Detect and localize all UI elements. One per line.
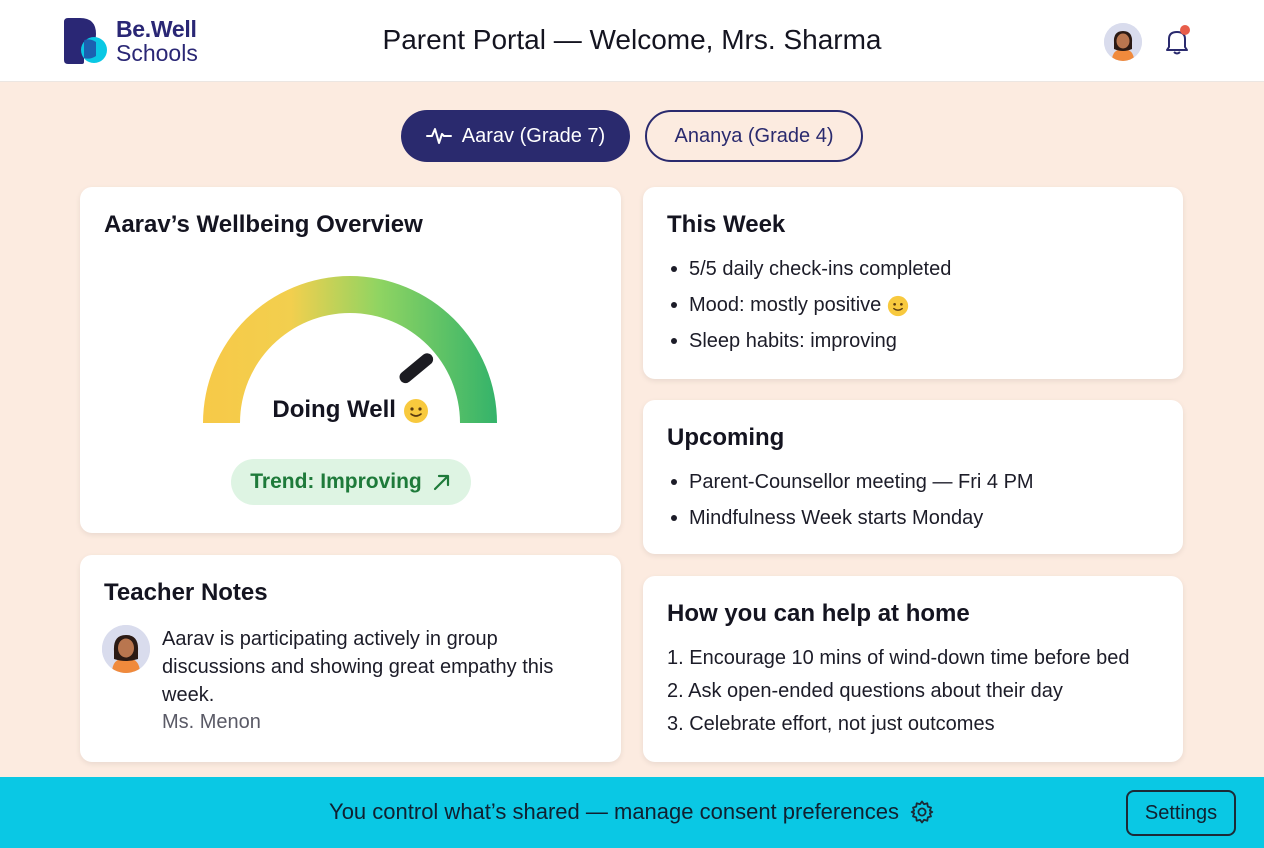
list-item: 5/5 daily check-ins completed <box>667 251 951 287</box>
trend-badge <box>231 459 471 505</box>
list-item: 1. Encourage 10 mins of wind-down time before bed <box>667 647 1130 669</box>
avatar-icon <box>102 625 150 673</box>
upcoming-card <box>643 400 1183 554</box>
status-text: Doing Well <box>272 396 396 423</box>
settings-button[interactable]: Settings <box>1126 790 1236 836</box>
upcoming-list <box>667 464 1034 536</box>
help-list <box>667 642 1130 741</box>
consent-footer <box>0 777 1264 848</box>
smile-emoji-icon <box>887 295 909 317</box>
help-at-home-card <box>643 576 1183 762</box>
list-item: Sleep habits: improving <box>667 323 951 359</box>
user-avatar[interactable] <box>1104 23 1142 61</box>
notification-badge <box>1180 25 1190 35</box>
help-title: How you can help at home <box>667 600 970 627</box>
teacher-note-text: Aarav is participating actively in group discussions and showing great empathy this week. <box>162 628 554 706</box>
this-week-list <box>667 251 951 359</box>
brand-name-line2: Schools <box>116 40 198 66</box>
teacher-note-author: Ms. Menon <box>162 711 261 733</box>
teacher-notes-card <box>80 555 621 762</box>
page-title: Parent Portal — Welcome, Mrs. Sharma <box>382 24 882 55</box>
list-item: 3. Celebrate effort, not just outcomes <box>667 713 995 735</box>
tab-aarav[interactable] <box>401 110 630 162</box>
consent-text: You control what’s shared — manage consent preferences <box>329 799 899 824</box>
tab-ananya[interactable] <box>645 110 863 162</box>
top-header <box>0 0 1264 82</box>
notes-title: Teacher Notes <box>104 579 268 606</box>
list-item[interactable]: Mindfulness Week starts Monday <box>667 500 1034 536</box>
list-item: Mood: mostly positive <box>667 287 951 323</box>
trend-text: Trend: Improving <box>250 470 422 493</box>
list-item[interactable]: Parent-Counsellor meeting — Fri 4 PM <box>667 464 1034 500</box>
this-week-card <box>643 187 1183 379</box>
tab-aarav-label: Aarav (Grade 7) <box>461 124 606 147</box>
gauge-status <box>80 396 621 424</box>
upcoming-title: Upcoming <box>667 424 785 451</box>
avatar-icon <box>1104 23 1142 61</box>
heartbeat-icon <box>426 125 452 147</box>
this-week-title: This Week <box>667 211 786 238</box>
teacher-avatar <box>102 625 150 673</box>
smile-emoji-icon <box>403 398 429 424</box>
wellbeing-overview-card <box>80 187 621 533</box>
overview-title: Aarav’s Wellbeing Overview <box>104 211 423 238</box>
trend-up-icon <box>432 472 452 492</box>
list-item: 2. Ask open-ended questions about their day <box>667 680 1063 702</box>
brand-name-line1: Be.Well <box>116 16 197 42</box>
gear-icon[interactable] <box>909 799 935 825</box>
gauge-needle <box>406 359 428 377</box>
consent-message <box>0 799 1264 825</box>
tab-ananya-label: Ananya (Grade 4) <box>674 124 834 147</box>
